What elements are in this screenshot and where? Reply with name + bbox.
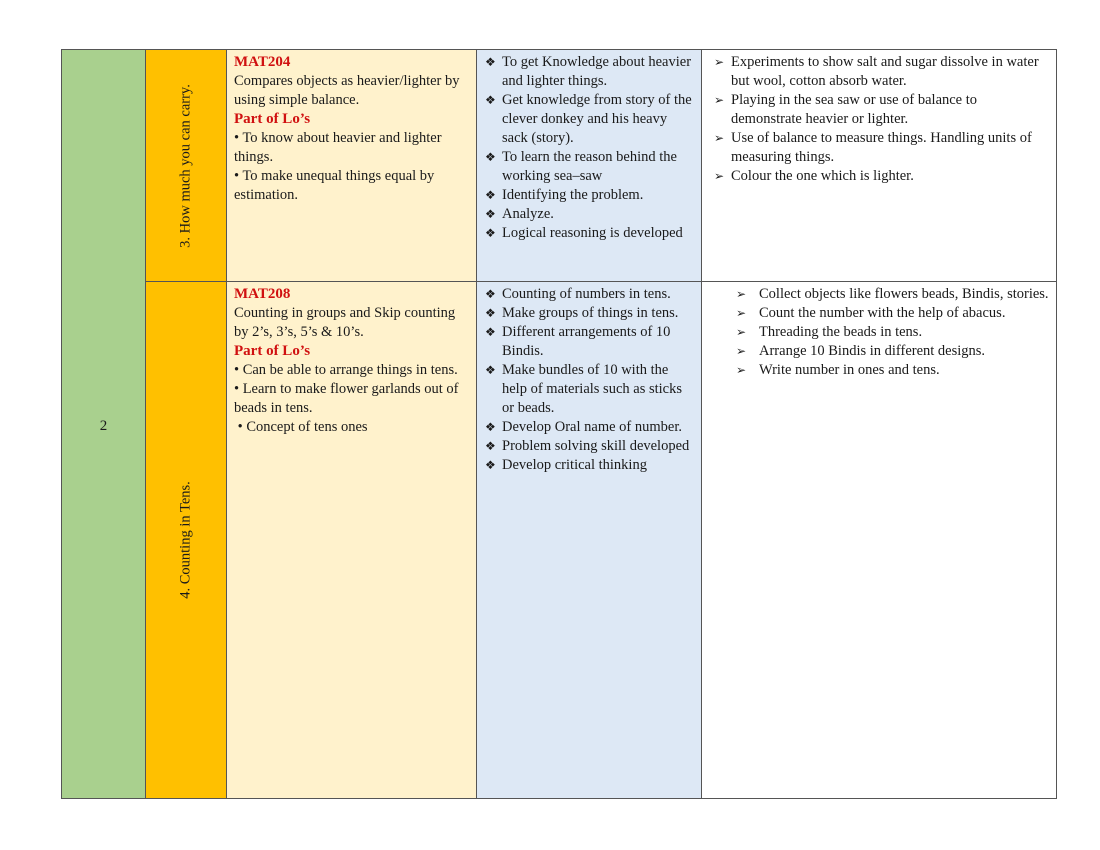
arrow-bullet-icon: ➢ xyxy=(714,55,725,69)
lo-description: Counting in groups and Skip counting by 2’s, 3’s, 5’s & 10’s. xyxy=(234,305,456,340)
arrow-bullet-icon: ➢ xyxy=(736,287,747,301)
lo-description: Compares objects as heavier/lighter by using simple balance. xyxy=(234,73,460,108)
list-item xyxy=(714,304,1050,323)
lo-heading: Part of Lo’s xyxy=(234,111,311,127)
diamond-bullet-icon: ❖ xyxy=(485,420,496,434)
unit-title: 3. How much you can carry. xyxy=(177,83,194,248)
activity-text: Arrange 10 Bindis in different designs. xyxy=(759,343,986,359)
objective-text: Get knowledge from story of the clever donkey and his heavy sack (story). xyxy=(502,92,692,146)
activity-text: Write number in ones and tens. xyxy=(759,362,940,378)
objectives-list xyxy=(483,285,695,475)
list-item xyxy=(483,224,695,243)
list-item xyxy=(714,91,1050,129)
activities-cell xyxy=(702,50,1056,282)
diamond-bullet-icon: ❖ xyxy=(485,226,496,240)
list-item xyxy=(483,456,695,475)
objectives-list xyxy=(483,53,695,243)
list-item xyxy=(714,323,1050,342)
diamond-bullet-icon: ❖ xyxy=(485,439,496,453)
activity-text: Colour the one which is lighter. xyxy=(731,168,914,184)
list-item xyxy=(714,285,1050,304)
activities-cell xyxy=(702,282,1056,798)
objective-text: Counting of numbers in tens. xyxy=(502,286,671,302)
list-item xyxy=(714,342,1050,361)
unit-cell-3 xyxy=(146,50,227,282)
objectives-cell xyxy=(477,282,702,798)
objective-text: To learn the reason behind the working sea–saw xyxy=(502,149,677,184)
diamond-bullet-icon: ❖ xyxy=(485,207,496,221)
list-item xyxy=(714,167,1050,186)
list-item xyxy=(483,53,695,91)
lo-item: • To make unequal things equal by estimation. xyxy=(234,168,435,203)
lo-code: MAT208 xyxy=(234,286,291,302)
activities-list xyxy=(714,285,1050,380)
arrow-bullet-icon: ➢ xyxy=(714,131,725,145)
lo-item: • Learn to make flower garlands out of beads in tens. xyxy=(234,381,459,416)
list-item xyxy=(483,437,695,456)
curriculum-table xyxy=(61,49,1057,799)
activity-text: Collect objects like flowers beads, Bindis, stories. xyxy=(759,286,1049,302)
lo-item: • To know about heavier and lighter things. xyxy=(234,130,442,165)
list-item xyxy=(483,361,695,418)
list-item xyxy=(714,53,1050,91)
week-number: 2 xyxy=(99,418,108,434)
list-item xyxy=(483,186,695,205)
objective-text: Different arrangements of 10 Bindis. xyxy=(502,324,671,359)
diamond-bullet-icon: ❖ xyxy=(485,363,496,377)
list-item xyxy=(483,285,695,304)
arrow-bullet-icon: ➢ xyxy=(714,169,725,183)
objective-text: Develop Oral name of number. xyxy=(502,419,682,435)
activity-text: Experiments to show salt and sugar dissolve in water but wool, cotton absorb water. xyxy=(731,54,1039,89)
list-item xyxy=(483,91,695,148)
arrow-bullet-icon: ➢ xyxy=(736,344,747,358)
diamond-bullet-icon: ❖ xyxy=(485,325,496,339)
arrow-bullet-icon: ➢ xyxy=(736,363,747,377)
learning-outcome-cell xyxy=(227,282,477,798)
activity-text: Use of balance to measure things. Handling units of measuring things. xyxy=(731,130,1032,165)
list-item xyxy=(483,304,695,323)
diamond-bullet-icon: ❖ xyxy=(485,188,496,202)
objective-text: Develop critical thinking xyxy=(502,457,647,473)
list-item xyxy=(483,148,695,186)
diamond-bullet-icon: ❖ xyxy=(485,150,496,164)
diamond-bullet-icon: ❖ xyxy=(485,306,496,320)
list-item xyxy=(714,361,1050,380)
arrow-bullet-icon: ➢ xyxy=(736,325,747,339)
objective-text: To get Knowledge about heavier and lighter things. xyxy=(502,54,692,89)
activities-list xyxy=(714,53,1050,186)
list-item xyxy=(714,129,1050,167)
lo-code: MAT204 xyxy=(234,54,291,70)
objective-text: Make groups of things in tens. xyxy=(502,305,679,321)
activity-text: Count the number with the help of abacus. xyxy=(759,305,1006,321)
objective-text: Problem solving skill developed xyxy=(502,438,690,454)
lo-item: • Can be able to arrange things in tens. xyxy=(234,362,458,378)
objective-text: Logical reasoning is developed xyxy=(502,225,683,241)
arrow-bullet-icon: ➢ xyxy=(736,306,747,320)
diamond-bullet-icon: ❖ xyxy=(485,55,496,69)
unit-cell-4 xyxy=(146,282,227,798)
diamond-bullet-icon: ❖ xyxy=(485,287,496,301)
lo-item: • Concept of tens ones xyxy=(234,419,368,435)
objectives-cell xyxy=(477,50,702,282)
unit-title: 4. Counting in Tens. xyxy=(177,481,194,599)
objective-text: Make bundles of 10 with the help of materials such as sticks or beads. xyxy=(502,362,682,416)
list-item xyxy=(483,205,695,224)
diamond-bullet-icon: ❖ xyxy=(485,93,496,107)
diamond-bullet-icon: ❖ xyxy=(485,458,496,472)
objective-text: Identifying the problem. xyxy=(502,187,644,203)
lo-heading: Part of Lo’s xyxy=(234,343,311,359)
objective-text: Analyze. xyxy=(502,206,554,222)
list-item xyxy=(483,418,695,437)
activity-text: Threading the beads in tens. xyxy=(759,324,923,340)
arrow-bullet-icon: ➢ xyxy=(714,93,725,107)
week-cell xyxy=(62,50,146,798)
list-item xyxy=(483,323,695,361)
learning-outcome-cell xyxy=(227,50,477,282)
activity-text: Playing in the sea saw or use of balance to demonstrate heavier or lighter. xyxy=(731,92,978,127)
